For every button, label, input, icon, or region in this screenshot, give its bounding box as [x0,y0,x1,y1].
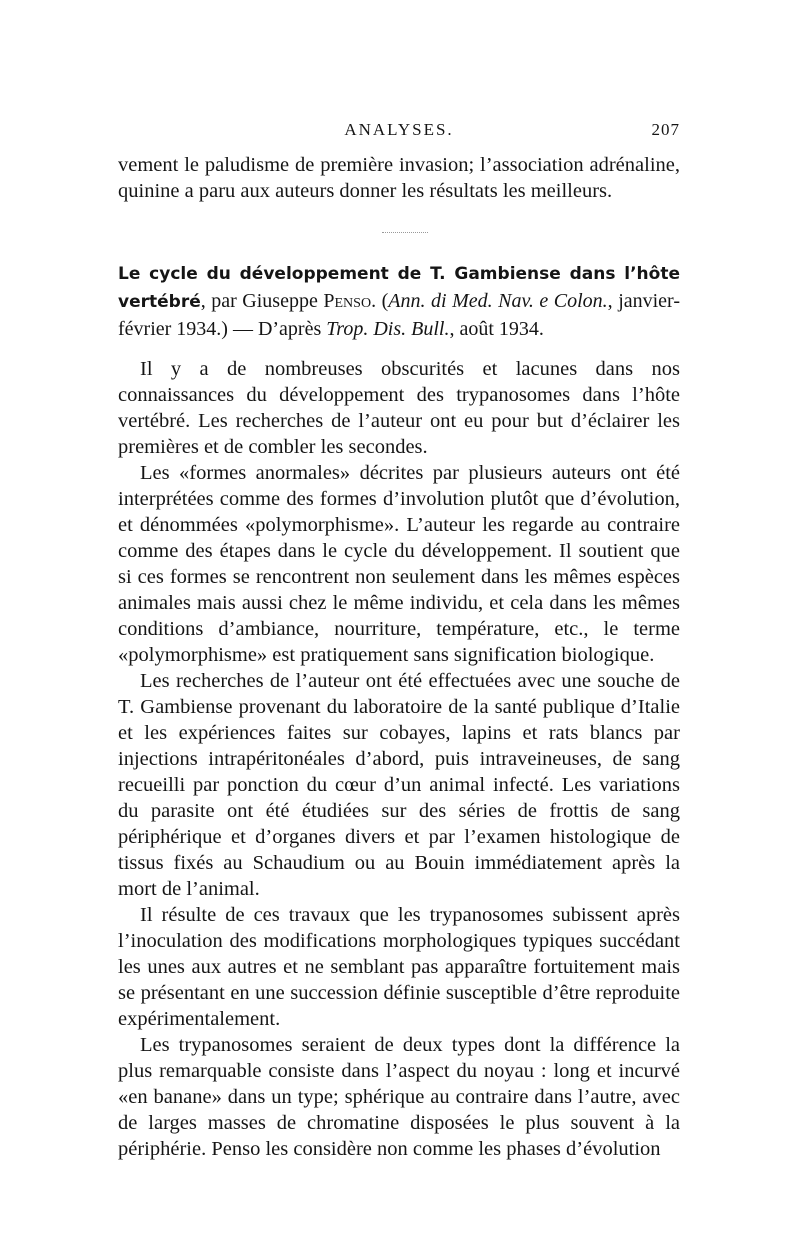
article-body [118,356,680,1162]
lead-paragraph: vement le paludisme de première invasion; l’association adrénaline, quinine a paru aux auteurs donner les résultats les meilleurs. [118,154,680,202]
article-heading [118,260,680,343]
section-separator [382,232,428,233]
article-source-open: . ( [371,290,389,312]
article-digest-date: , août 1934. [449,318,544,340]
page-number: 207 [651,120,680,139]
body-paragraph: Les recherches de l’auteur ont été effectuées avec une souche de T. Gambiense provenant du laboratoire de la santé publique d’Italie et les expériences faites sur cobayes, lapins et rats blancs par injections intrapéritonéales d’abord, puis intraveineuses, de sang recueilli par ponction du cœur d’un animal infecté. Les variations du parasite ont été étudiées sur des séries de frottis de sang périphérique et d’organes divers et par l’examen histologique de tissus fixés au Schaudium ou au Bouin immédiatement après la mort de l’animal. [118,670,680,900]
article-journal: Ann. di Med. Nav. e Colon. [388,290,608,312]
article-journal-date: , janvier-février 1934.) — D’après [118,290,680,340]
article-author: Penso [323,290,372,312]
running-head-title: ANALYSES. [344,120,454,139]
article-by: , par Giuseppe [200,290,324,312]
article-title: Le cycle du développement de T. Gambiense dans l’hôte vertébré [118,264,680,312]
running-head [118,120,680,144]
body-paragraph: Il résulte de ces travaux que les trypanosomes subissent après l’inoculation des modifications morphologiques typiques succédant les unes aux autres et ne semblant pas apparaître fortuitement mais se présentant en une succession définie susceptible d’être reproduite expérimentalement. [118,904,680,1030]
body-paragraph: Les «formes anormales» décrites par plusieurs auteurs ont été interprétées comme des formes d’involution plutôt que d’évolution, et dénommées «polymorphisme». L’auteur les regarde au contraire comme des étapes dans le cycle du développement. Il soutient que si ces formes se rencontrent non seulement dans les mêmes espèces animales mais aussi chez le même individu, et cela dans les mêmes conditions d’ambiance, nourriture, température, etc., le terme «polymorphisme» est pratiquement sans signification biologique. [118,462,680,666]
body-paragraph: Les trypanosomes seraient de deux types dont la différence la plus remarquable consiste dans l’aspect du noyau : long et incurvé «en banane» dans un type; sphérique au contraire dans l’autre, avec de larges masses de chromatine disposées le plus souvent à la périphérie. Penso les considère non comme les phases d’évolution [118,1034,680,1160]
article-digest: Trop. Dis. Bull. [326,318,450,340]
body-paragraph: Il y a de nombreuses obscurités et lacunes dans nos connaissances du développement des trypanosomes dans l’hôte vertébré. Les recherches de l’auteur ont eu pour but d’éclairer les premières et de combler les secondes. [118,358,680,458]
